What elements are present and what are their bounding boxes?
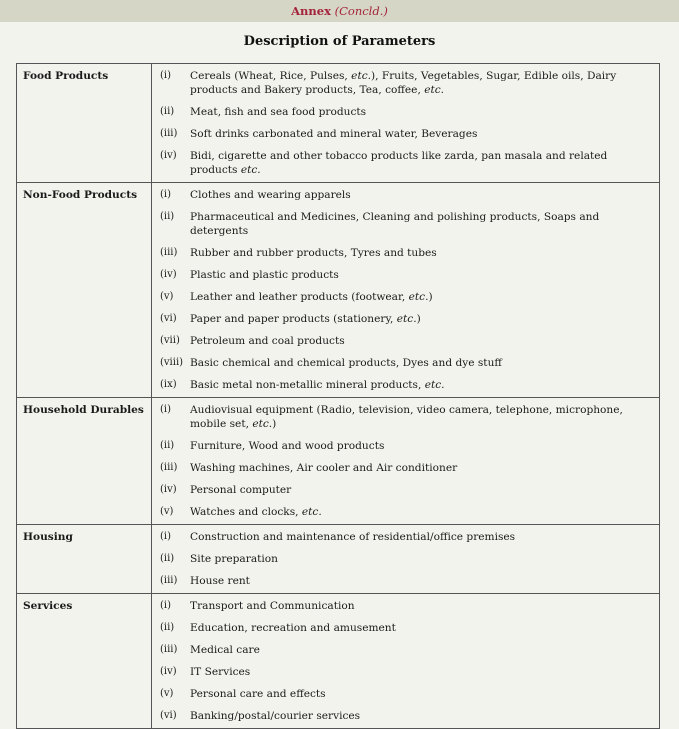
item-text: Construction and maintenance of residential/office premises (190, 531, 516, 543)
item-number: (v) (160, 291, 174, 302)
table-row (17, 525, 660, 550)
item-number: (ii) (160, 211, 175, 222)
item-number: (i) (160, 600, 172, 611)
item-text: Cereals (Wheat, Rice, Pulses, etc.), Fruits, Vegetables, Sugar, Edible oils, Dairy products and Bakery products, Tea, coffee, etc. (190, 70, 617, 96)
section-group (17, 398, 660, 525)
item-number: (v) (160, 506, 174, 517)
item-number: (iii) (160, 644, 178, 655)
section-group (17, 594, 660, 729)
item-number: (iv) (160, 666, 177, 677)
item-text: Basic metal non-metallic mineral products, etc. (190, 379, 445, 391)
table-row (17, 594, 660, 619)
category-label: Non-Food Products (17, 183, 152, 398)
category-label: Services (17, 594, 152, 729)
item-text: Bidi, cigarette and other tobacco products like zarda, pan masala and related products etc. (190, 150, 608, 176)
item-text: House rent (190, 575, 250, 587)
item-number: (iv) (160, 269, 177, 280)
item-number: (ix) (160, 379, 177, 390)
item-number: (ii) (160, 622, 175, 633)
item-number: (ii) (160, 553, 175, 564)
item-text: Paper and paper products (stationery, etc.) (190, 313, 421, 325)
item-text: Rubber and rubber products, Tyres and tubes (190, 247, 437, 259)
category-label: Food Products (17, 64, 152, 183)
item-text: Transport and Communication (190, 600, 355, 612)
item-text: Clothes and wearing apparels (190, 189, 351, 201)
annex-header (0, 0, 679, 22)
item-text: Pharmaceutical and Medicines, Cleaning and polishing products, Soaps and detergents (190, 211, 600, 237)
item-number: (vi) (160, 313, 177, 324)
item-text: Plastic and plastic products (190, 269, 339, 281)
item-text: Medical care (190, 644, 260, 656)
item-number: (v) (160, 688, 174, 699)
section-group (17, 525, 660, 594)
item-number: (ii) (160, 440, 175, 451)
item-number: (iii) (160, 462, 178, 473)
table-row (17, 398, 660, 437)
item-text: Basic chemical and chemical products, Dyes and dye stuff (190, 357, 502, 369)
item-number: (i) (160, 189, 172, 200)
item-number: (vii) (160, 335, 180, 346)
item-number: (iv) (160, 484, 177, 495)
page-title: Description of Parameters (243, 34, 436, 49)
item-text: Banking/postal/courier services (190, 710, 361, 722)
item-number: (iii) (160, 575, 178, 586)
item-number: (i) (160, 70, 172, 81)
item-text: Washing machines, Air cooler and Air conditioner (190, 462, 458, 474)
concld-label: (Concld.) (334, 4, 388, 18)
item-text: Leather and leather products (footwear, etc.) (190, 291, 433, 303)
category-label: Housing (17, 525, 152, 594)
section-group (17, 183, 660, 398)
item-text: Education, recreation and amusement (190, 622, 396, 634)
section-group (17, 64, 660, 183)
item-number: (vi) (160, 710, 177, 721)
item-number: (i) (160, 531, 172, 542)
table-row (17, 64, 660, 103)
item-number: (iii) (160, 247, 178, 258)
item-number: (iv) (160, 150, 177, 161)
item-number: (iii) (160, 128, 178, 139)
item-number: (viii) (160, 357, 184, 368)
category-label: Household Durables (17, 398, 152, 525)
table-row (17, 183, 660, 208)
item-number: (i) (160, 404, 172, 415)
item-text: Personal care and effects (190, 688, 326, 700)
item-number: (ii) (160, 106, 175, 117)
item-text: Site preparation (190, 553, 278, 565)
item-text: Petroleum and coal products (190, 335, 345, 347)
parameters-table (16, 63, 660, 729)
item-text: Furniture, Wood and wood products (190, 440, 385, 452)
annex-label: Annex (291, 4, 331, 18)
item-text: Personal computer (190, 484, 292, 496)
item-text: Watches and clocks, etc. (190, 506, 322, 518)
item-text: Meat, fish and sea food products (190, 106, 367, 118)
item-text: IT Services (190, 666, 251, 678)
item-text: Soft drinks carbonated and mineral water, Beverages (190, 128, 478, 140)
item-text: Audiovisual equipment (Radio, television, video camera, telephone, microphone, mobile set, etc.) (190, 404, 623, 430)
